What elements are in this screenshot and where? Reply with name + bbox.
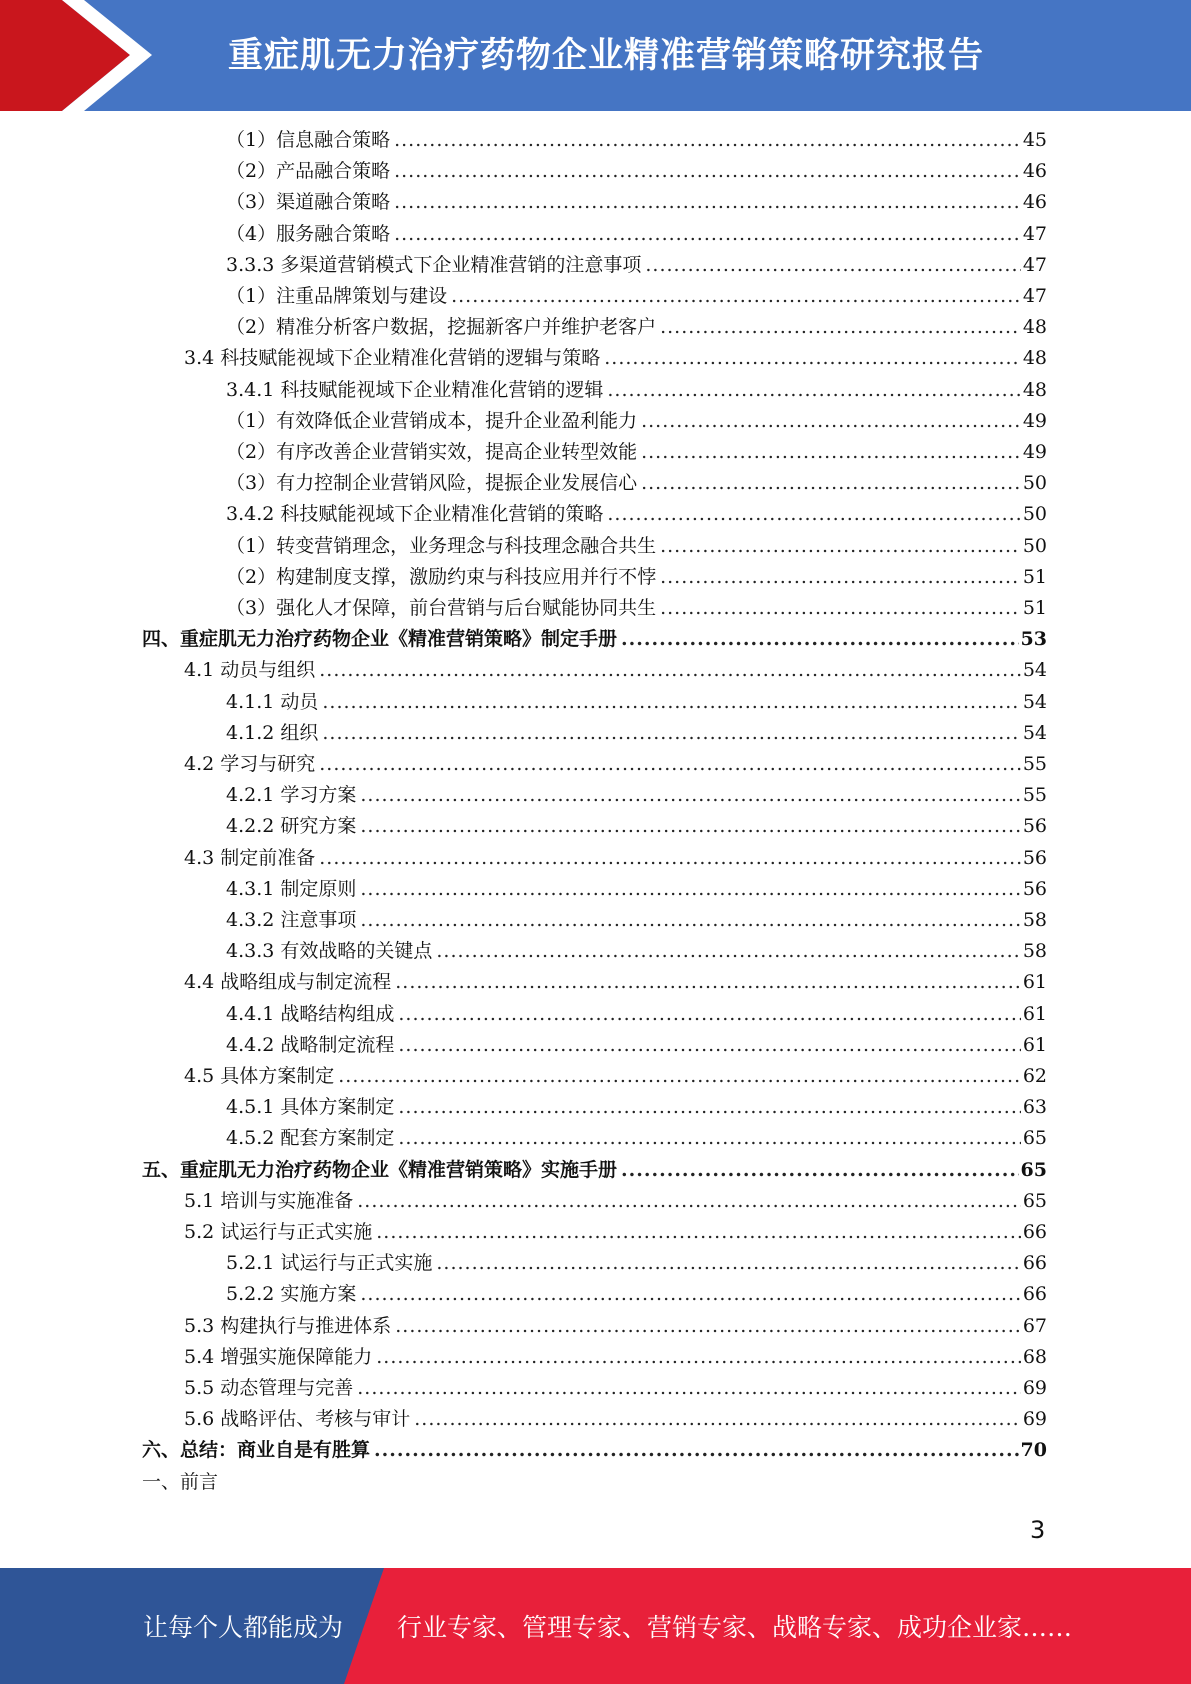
toc-entry-label: 五、重症肌无力治疗药物企业《精准营销策略》实施手册: [142, 1158, 618, 1181]
toc-entry[interactable]: [226, 250, 1047, 281]
toc-entry-label: 5.1 培训与实施准备: [184, 1189, 354, 1212]
toc-entry-page: 68: [1022, 1345, 1047, 1368]
toc-dot-leader: [357, 1186, 1021, 1217]
footer-slogan-left: 让每个人都能成为: [143, 1613, 344, 1642]
toc-dot-leader: [322, 718, 1020, 749]
toc-entry-label: 4.2 学习与研究: [184, 753, 316, 775]
toc-dot-leader: [398, 999, 1020, 1030]
toc-dot-leader: [394, 125, 1021, 156]
toc-entry-page: 56: [1022, 815, 1047, 838]
toc-dot-leader: [641, 468, 1021, 499]
toc-entry-label: 5.2.1 试运行与正式实施: [226, 1252, 433, 1275]
toc-entry-page: 45: [1022, 129, 1047, 151]
toc-dot-leader: [319, 655, 1021, 686]
toc-dot-leader: [360, 1279, 1020, 1310]
toc-entry[interactable]: [226, 718, 1047, 749]
toc-entry-page: 51: [1022, 597, 1047, 619]
toc-entry-page: 70: [1020, 1439, 1047, 1462]
toc-entry-label: （1）注重品牌策划与建设: [226, 285, 448, 307]
toc-entry-page: 61: [1022, 1033, 1047, 1056]
toc-entry[interactable]: [226, 874, 1047, 905]
toc-dot-leader: [395, 967, 1021, 998]
toc-entry[interactable]: [226, 1030, 1047, 1061]
toc-entry[interactable]: [226, 1279, 1047, 1310]
toc-entry-label: 4.3.2 注意事项: [226, 909, 357, 931]
toc-entry-label: 4.3.1 制定原则: [226, 877, 357, 900]
toc-entry[interactable]: [226, 406, 1047, 437]
toc-entry-page: 62: [1022, 1065, 1047, 1087]
toc-entry-page: 51: [1022, 565, 1047, 588]
toc-entry-label: 4.3.3 有效战略的关键点: [226, 940, 433, 963]
toc-entry-label: 六、总结：商业自是有胜算: [142, 1439, 371, 1462]
toc-entry-page: 66: [1022, 1221, 1047, 1243]
toc-entry-page: 54: [1022, 690, 1047, 713]
toc-entry-page: 48: [1022, 316, 1047, 339]
toc-dot-leader: [360, 905, 1020, 936]
toc-entry-page: 48: [1022, 378, 1047, 401]
toc-entry-label: 4.4.1 战略结构组成: [226, 1002, 395, 1025]
toc-dot-leader: [641, 406, 1021, 437]
toc-entry[interactable]: [226, 687, 1047, 718]
toc-entry[interactable]: [184, 843, 1047, 874]
toc-dot-leader: [360, 874, 1020, 905]
page-footer: [0, 1568, 1191, 1684]
toc-entry-label: 5.6 战略评估、考核与审计: [184, 1408, 411, 1431]
toc-dot-leader: [607, 499, 1020, 530]
toc-entry-page: 69: [1022, 1408, 1047, 1431]
toc-entry-page: 56: [1022, 846, 1047, 869]
toc-entry[interactable]: [184, 343, 1047, 374]
toc-entry[interactable]: [226, 811, 1047, 842]
toc-entry-page: 49: [1022, 441, 1047, 463]
toc-entry-label: 4.2.2 研究方案: [226, 815, 357, 838]
toc-entry-page: 58: [1022, 909, 1047, 931]
toc-entry-page: 55: [1022, 753, 1047, 775]
toc-entry[interactable]: [226, 531, 1047, 562]
toc-entry[interactable]: [184, 655, 1047, 686]
toc-entry[interactable]: [226, 1248, 1047, 1279]
toc-entry-page: 58: [1022, 940, 1047, 963]
toc-entry-page: 47: [1022, 285, 1047, 307]
toc-entry[interactable]: [226, 593, 1047, 624]
toc-entry-page: 49: [1022, 409, 1047, 432]
toc-dot-leader: [621, 1155, 1019, 1186]
toc-entry[interactable]: [184, 967, 1047, 998]
toc-entry-label: （1）转变营销理念，业务理念与科技理念融合共生: [226, 534, 657, 557]
toc-dot-leader: [660, 593, 1021, 624]
toc-entry-label: 4.4.2 战略制定流程: [226, 1033, 395, 1056]
toc-dot-leader: [436, 936, 1020, 967]
toc-entry-label: 3.4.1 科技赋能视域下企业精准化营销的逻辑: [226, 378, 604, 401]
toc-entry-label: （3）渠道融合策略: [226, 191, 391, 214]
toc-entry[interactable]: [184, 1373, 1047, 1404]
page-number: 3: [1030, 1516, 1046, 1544]
toc-entry-label: （3）强化人才保障，前台营销与后台赋能协同共生: [226, 597, 657, 619]
toc-entry-label: 4.2.1 学习方案: [226, 784, 357, 807]
toc-dot-leader: [374, 1435, 1019, 1466]
footer-slogan-right: 行业专家、管理专家、营销专家、战略专家、成功企业家……: [397, 1613, 1073, 1642]
toc-entry-page: 66: [1022, 1252, 1047, 1275]
toc-entry[interactable]: [226, 156, 1047, 187]
toc-entry-label: 5.2 试运行与正式实施: [184, 1221, 373, 1243]
toc-entry-label: （1）信息融合策略: [226, 129, 391, 151]
toc-entry-page: 66: [1022, 1283, 1047, 1306]
toc-dot-leader: [660, 562, 1021, 593]
toc-entry-page: 46: [1022, 160, 1047, 183]
page-header: [0, 0, 1191, 111]
toc-entry-page: 54: [1022, 659, 1047, 682]
toc-dot-leader: [398, 1092, 1020, 1123]
toc-entry-label: 4.5 具体方案制定: [184, 1065, 335, 1087]
toc-entry-label: 4.3 制定前准备: [184, 846, 316, 869]
toc-dot-leader: [398, 1123, 1020, 1154]
toc-dot-leader: [319, 749, 1021, 780]
toc-entry[interactable]: [226, 780, 1047, 811]
report-title: 重症肌无力治疗药物企业精准营销策略研究报告: [228, 36, 985, 76]
toc-entry-page: 55: [1022, 784, 1047, 807]
toc-dot-leader: [395, 1311, 1021, 1342]
toc-entry[interactable]: [226, 499, 1047, 530]
toc-entry[interactable]: [226, 999, 1047, 1030]
toc-dot-leader: [451, 281, 1021, 312]
toc-entry-label: （3）有力控制企业营销风险，提振企业发展信心: [226, 472, 638, 495]
toc-entry[interactable]: [142, 624, 1047, 655]
toc-entry-label: 5.5 动态管理与完善: [184, 1377, 354, 1399]
toc-entry-page: 65: [1022, 1127, 1047, 1150]
toc-entry-page: 48: [1022, 347, 1047, 370]
toc-entry-page: 65: [1020, 1158, 1047, 1181]
toc-entry-page: 53: [1020, 628, 1047, 651]
toc-dot-leader: [357, 1373, 1021, 1404]
toc-dot-leader: [322, 687, 1020, 718]
toc-entry-page: 61: [1022, 1002, 1047, 1025]
toc-entry-page: 50: [1022, 503, 1047, 526]
toc-entry[interactable]: [226, 187, 1047, 218]
toc-entry[interactable]: [142, 1467, 1047, 1498]
toc-entry[interactable]: [226, 125, 1047, 156]
toc-dot-leader: [604, 343, 1021, 374]
toc-entry-page: 47: [1022, 253, 1047, 276]
toc-entry-label: 4.5.2 配套方案制定: [226, 1127, 395, 1150]
toc-entry[interactable]: [184, 1061, 1047, 1092]
toc-entry[interactable]: [184, 1342, 1047, 1373]
toc-entry[interactable]: [142, 1155, 1047, 1186]
toc-entry-label: 5.3 构建执行与推进体系: [184, 1314, 392, 1337]
toc-entry[interactable]: [226, 1092, 1047, 1123]
toc-entry-label: 4.1 动员与组织: [184, 659, 316, 682]
toc-entry-label: 3.3.3 多渠道营销模式下企业精准营销的注意事项: [226, 253, 642, 276]
toc-entry-page: 56: [1022, 877, 1047, 900]
toc-entry[interactable]: [184, 1311, 1047, 1342]
toc-dot-leader: [645, 250, 1020, 281]
toc-dot-leader: [660, 531, 1021, 562]
toc-dot-leader: [660, 312, 1021, 343]
toc-entry[interactable]: [184, 749, 1047, 780]
toc-entry[interactable]: [226, 905, 1047, 936]
toc-entry[interactable]: [226, 1123, 1047, 1154]
toc-entry-label: 4.1.2 组织: [226, 721, 319, 744]
toc-dot-leader: [376, 1217, 1021, 1248]
toc-entry[interactable]: [226, 375, 1047, 406]
toc-entry-page: 65: [1022, 1189, 1047, 1212]
toc-dot-leader: [319, 843, 1021, 874]
toc-entry-page: 50: [1022, 472, 1047, 495]
toc-entry-page: 67: [1022, 1314, 1047, 1337]
toc-entry-label: 5.2.2 实施方案: [226, 1283, 357, 1306]
toc-entry-label: （4）服务融合策略: [226, 222, 391, 245]
toc-entry-label: （2）有序改善企业营销实效，提高企业转型效能: [226, 441, 638, 463]
toc-entry[interactable]: [226, 562, 1047, 593]
toc-dot-leader: [394, 219, 1021, 250]
toc-entry[interactable]: [226, 281, 1047, 312]
toc-entry[interactable]: [184, 1404, 1047, 1435]
toc-entry-page: 50: [1022, 534, 1047, 557]
toc-entry-page: 69: [1022, 1377, 1047, 1399]
toc-entry-label: 3.4.2 科技赋能视域下企业精准化营销的策略: [226, 503, 604, 526]
toc-entry-label: （2）产品融合策略: [226, 160, 391, 183]
toc-entry-page: 54: [1022, 721, 1047, 744]
toc-dot-leader: [360, 780, 1020, 811]
toc-entry[interactable]: [226, 219, 1047, 250]
toc-entry-page: 63: [1022, 1096, 1047, 1119]
toc-dot-leader: [621, 624, 1019, 655]
toc-entry-page: 61: [1022, 971, 1047, 994]
toc-dot-leader: [436, 1248, 1020, 1279]
toc-dot-leader: [641, 437, 1021, 468]
toc-dot-leader: [398, 1030, 1020, 1061]
toc-entry-label: 4.5.1 具体方案制定: [226, 1096, 395, 1119]
toc-entry-page: 46: [1022, 191, 1047, 214]
toc-dot-leader: [394, 156, 1021, 187]
toc-dot-leader: [607, 375, 1020, 406]
toc-dot-leader: [414, 1404, 1021, 1435]
toc-entry[interactable]: [226, 312, 1047, 343]
toc-dot-leader: [394, 187, 1021, 218]
toc-entry-label: 4.4 战略组成与制定流程: [184, 971, 392, 994]
toc-entry[interactable]: [142, 1435, 1047, 1466]
toc-dot-leader: [360, 811, 1020, 842]
toc-entry[interactable]: [226, 936, 1047, 967]
toc-entry-label: 4.1.1 动员: [226, 690, 319, 713]
toc-entry[interactable]: [184, 1186, 1047, 1217]
toc-entry[interactable]: [226, 468, 1047, 499]
toc-entry-label: （1）有效降低企业营销成本，提升企业盈利能力: [226, 409, 638, 432]
toc-entry-label: 5.4 增强实施保障能力: [184, 1345, 373, 1368]
toc-dot-leader: [338, 1061, 1021, 1092]
toc-entry-label: （2）构建制度支撑，激励约束与科技应用并行不悖: [226, 565, 657, 588]
toc-entry-label: 一、前言: [142, 1470, 219, 1493]
toc-entry-label: 3.4 科技赋能视域下企业精准化营销的逻辑与策略: [184, 347, 601, 370]
toc-entry-label: 四、重症肌无力治疗药物企业《精准营销策略》制定手册: [142, 628, 618, 651]
toc-entry[interactable]: [226, 437, 1047, 468]
toc-entry[interactable]: [184, 1217, 1047, 1248]
toc-entry-page: 47: [1022, 222, 1047, 245]
toc-dot-leader: [376, 1342, 1021, 1373]
toc-entry-label: （2）精准分析客户数据，挖掘新客户并维护老客户: [226, 316, 657, 339]
